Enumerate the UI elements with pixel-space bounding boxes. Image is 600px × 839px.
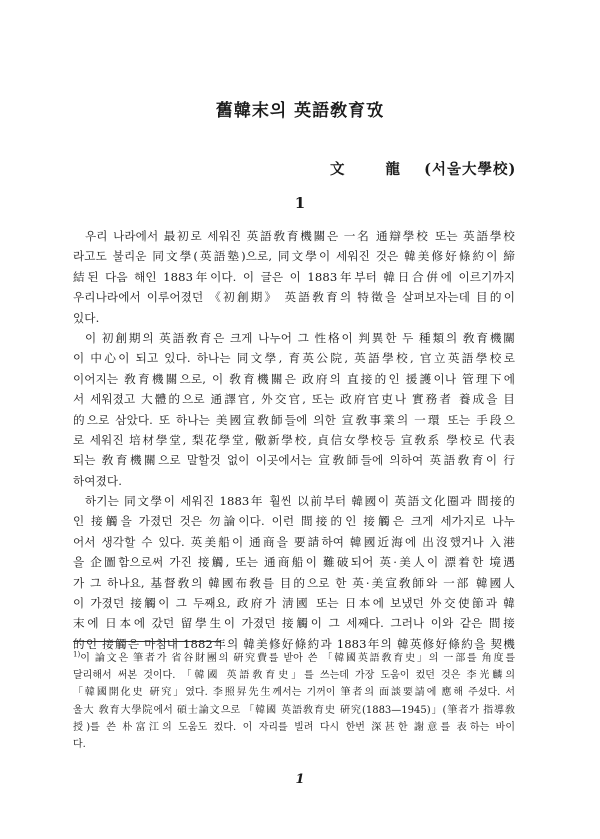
author-line (330, 158, 570, 179)
body-line: 우리 나라에서 最初로 세워진 英語敎育機關은 一名 通辯學校 또는 英語學校 (85, 229, 515, 243)
body-line: 서 세워졌고 大體的으로 通譯官, 外交官, 또는 政府官吏나 實務者 養成을 目 (73, 392, 515, 407)
body-line: 인 接觸을 가졌던 것은 勿論이다. 이런 間接的인 接觸은 크게 세가지로 나누 (73, 514, 515, 529)
footnote-divider (73, 641, 221, 642)
footnote-line: 授)를 쓴 朴富江의 도움도 컸다. 이 자리를 빌려 다시 한번 深甚한 謝意를 表하는 바이 (73, 721, 515, 733)
footnote-line: 울大 敎育大學院에서 碩士論文으로 「韓國 英語敎育史 硏究(1883—1945)」(筆者가 指導敎 (73, 704, 515, 716)
author-name: 文 龍 (330, 161, 419, 178)
body-line: 어서 생각할 수 있다. 英美船이 通商을 要請하여 韓國近海에 出沒했거나 入港 (73, 534, 515, 549)
body-line: 가 그 하나요, 基督敎의 韓國布敎를 目的으로 한 英·美宣敎師와 一部 韓國人 (73, 575, 515, 590)
body-line: 우리나라에서 이루어졌던 《初創期》 英語敎育의 特徵을 살펴보자는데 目的이 (73, 290, 515, 305)
body-line: 을 企圖함으로써 가진 接觸, 또는 通商船이 難破되어 英·美人이 漂着한 境遇 (73, 555, 515, 570)
body-line: 하여졌다. (73, 473, 122, 488)
body-text (73, 226, 515, 654)
body-line: 이어지는 敎育機關으로, 이 敎育機關은 政府의 直接的인 援護이나 管理下에 (73, 371, 515, 386)
footnote-line: 다. (73, 738, 86, 750)
body-line: 結된 다음 해인 1883年이다. 이 글은 이 1883年부터 韓日合倂에 이르기까지 (73, 269, 515, 284)
body-line: 되는 敎育機關으로 말할것 없이 이곳에서는 宣敎師들에 의하여 英語敎育이 行 (73, 453, 515, 468)
footnote-line (73, 650, 515, 667)
section-number: 1 (294, 194, 306, 212)
body-line: 로 세워진 培材學堂, 梨花學堂, 儆新學校, 貞信女學校등 宣敎系 學校로 代表 (73, 432, 515, 447)
body-line: 末에 日本에 갔던 留學生이 가졌던 接觸이 그 세째다. 그러나 이와 같은 間接 (73, 616, 515, 631)
body-line: 이 中心이 되고 있다. 하나는 同文學, 育英公院, 英語學校, 官立英語學校로 (73, 351, 515, 366)
article-title: 舊韓末의 英語敎育攷 (215, 101, 385, 121)
body-line: 하기는 同文學이 세워진 1883年 훨씬 以前부터 韓國이 英語文化圈과 間接的 (85, 494, 515, 509)
page-number: 1 (295, 772, 305, 787)
author-affiliation: (서울大學校) (424, 161, 517, 178)
body-line: 이 初創期의 英語敎育은 크게 나누어 그 性格이 判異한 두 種類의 敎育機關 (85, 330, 515, 345)
footnote-mark: 1) (73, 650, 81, 659)
footnote-line-text: 이 論文은 筆者가 省谷財團의 硏究費를 받아 쓴 「韓國英語敎育史」의 一部를 角度를 (80, 653, 515, 664)
body-line: 라고도 불리운 同文學(英語塾)으로, 同文學이 세워진 것은 韓美修好條約이 締 (73, 249, 515, 264)
body-line: 이 가졌던 接觸이 그 두째요, 政府가 淸國 또는 日本에 보냈던 外交使節과 韓 (73, 596, 515, 611)
footnote-line: 「韓國開化史 硏究」였다. 李照昇先生께서는 기꺼이 筆者의 面談要請에 應해 주셨다. 서 (73, 687, 515, 699)
body-line: 的인 接觸은 마침내 1882年의 韓美修好條約과 1883年의 韓英修好條約을 契機 (73, 636, 515, 651)
footnote-line: 달리해서 써본 것이다. 「韓國 英語敎育史」를 쓰는데 가장 도움이 컸던 것은 李光麟의 (73, 670, 515, 682)
body-line: 的으로 삼았다. 또 하나는 美國宣敎師들에 의한 宣敎事業의 一環 또는 手段으 (73, 412, 515, 427)
footnote (73, 650, 515, 753)
body-line: 있다. (73, 310, 100, 325)
